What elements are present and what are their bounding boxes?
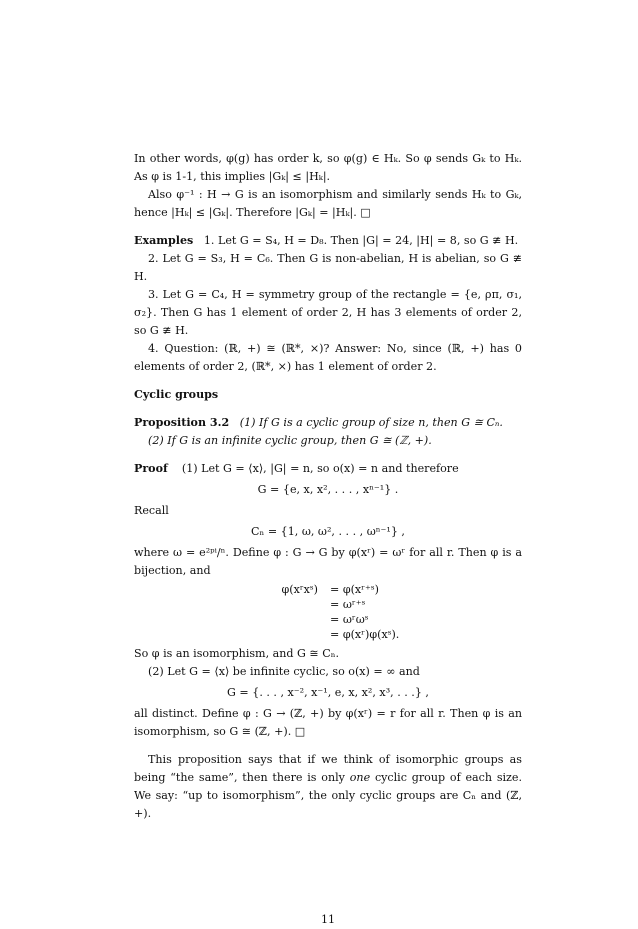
page-number: 11 (320, 913, 336, 926)
proof-line-2: where ω = e²ᵖⁱ/ⁿ. Define φ : G → G by φ(xʳ) = ωʳ for all r. Then φ is a bijection, and (134, 546, 522, 577)
proof-line-1-text: (1) Let G = ⟨x⟩, |G| = n, so o(x) = n and therefore (181, 462, 459, 475)
paragraph-inverse: Also φ⁻¹ : H → G is an isomorphism and similarly sends Hₖ to Gₖ, hence |Hₖ| ≤ |Gₖ|. Therefore |Gₖ| = |Hₖ|. □ (134, 188, 522, 219)
equation-g-infinite: G = {. . . , x⁻², x⁻¹, e, x, x², x³, . . .} , (227, 686, 429, 699)
aligned-rhs: = ωʳωˢ (330, 613, 369, 626)
proof-line-4: (2) Let G = ⟨x⟩ be infinite cyclic, so o(x) = ∞ and (148, 665, 420, 678)
aligned-row (134, 612, 522, 627)
aligned-lhs (134, 597, 324, 612)
page-body (134, 150, 522, 926)
proof-label: Proof (134, 462, 168, 475)
aligned-lhs (134, 627, 324, 642)
aligned-rhs: = ωʳ⁺ˢ (330, 598, 366, 611)
proposition (134, 414, 522, 432)
closing-emph: one (349, 771, 371, 784)
closing-a: This proposition says that if we think of isomorphic groups as being “the same”, then there is only (134, 753, 522, 784)
closing-paragraph (134, 751, 522, 823)
aligned-lhs (134, 612, 324, 627)
proposition-part-1: (1) If G is a cyclic group of size n, then G ≅ Cₙ. (239, 416, 503, 429)
aligned-row (134, 597, 522, 612)
recall-text: Recall (134, 504, 169, 517)
example-2: 2. Let G = S₃, H = C₆. Then G is non-abelian, H is abelian, so G ≇ H. (134, 252, 522, 283)
example-3: 3. Let G = C₄, H = symmetry group of the rectangle = {e, ρπ, σ₁, σ₂}. Then G has 1 element of order 2, H has 3 elements of order 2, so G ≇ H. (134, 288, 522, 337)
proof-line-1 (134, 460, 522, 478)
example-1-text: 1. Let G = S₄, H = D₈. Then |G| = 24, |H| = 8, so G ≇ H. (203, 234, 519, 247)
paragraph-orders: In other words, φ(g) has order k, so φ(g) ∈ Hₖ. So φ sends Gₖ to Hₖ. As φ is 1-1, this implies |Gₖ| ≤ |Hₖ|. (134, 152, 522, 183)
aligned-rhs: = φ(xʳ)φ(xˢ). (330, 628, 400, 641)
proposition-label: Proposition 3.2 (134, 416, 230, 429)
aligned-row (134, 627, 522, 642)
closing-c: cyclic group of each size. We say: “up to isomorphism”, the only cyclic groups are Cₙ and (ℤ, +). (134, 771, 522, 820)
aligned-rhs: = φ(xʳ⁺ˢ) (330, 583, 379, 596)
section-title: Cyclic groups (134, 388, 219, 401)
examples-label: Examples (134, 234, 194, 247)
aligned-row (134, 582, 522, 597)
example-1 (134, 232, 522, 250)
equation-cn: Cₙ = {1, ω, ω², . . . , ωⁿ⁻¹} , (251, 525, 405, 538)
aligned-equations (134, 582, 522, 642)
proof-line-5: all distinct. Define φ : G → (ℤ, +) by φ(xʳ) = r for all r. Then φ is an isomorphism, so G ≅ (ℤ, +). □ (134, 707, 522, 738)
aligned-lhs: φ(xʳxˢ) (281, 583, 318, 596)
example-4: 4. Question: (ℝ, +) ≅ (ℝ*, ×)? Answer: No, since (ℝ, +) has 0 elements of order 2, (ℝ*, ×) has 1 element of order 2. (134, 342, 522, 373)
equation-g-finite: G = {e, x, x², . . . , xⁿ⁻¹} . (257, 483, 399, 496)
proof-line-3: So φ is an isomorphism, and G ≅ Cₙ. (134, 647, 340, 660)
proposition-part-2: (2) If G is an infinite cyclic group, then G ≅ (ℤ, +). (148, 434, 432, 447)
